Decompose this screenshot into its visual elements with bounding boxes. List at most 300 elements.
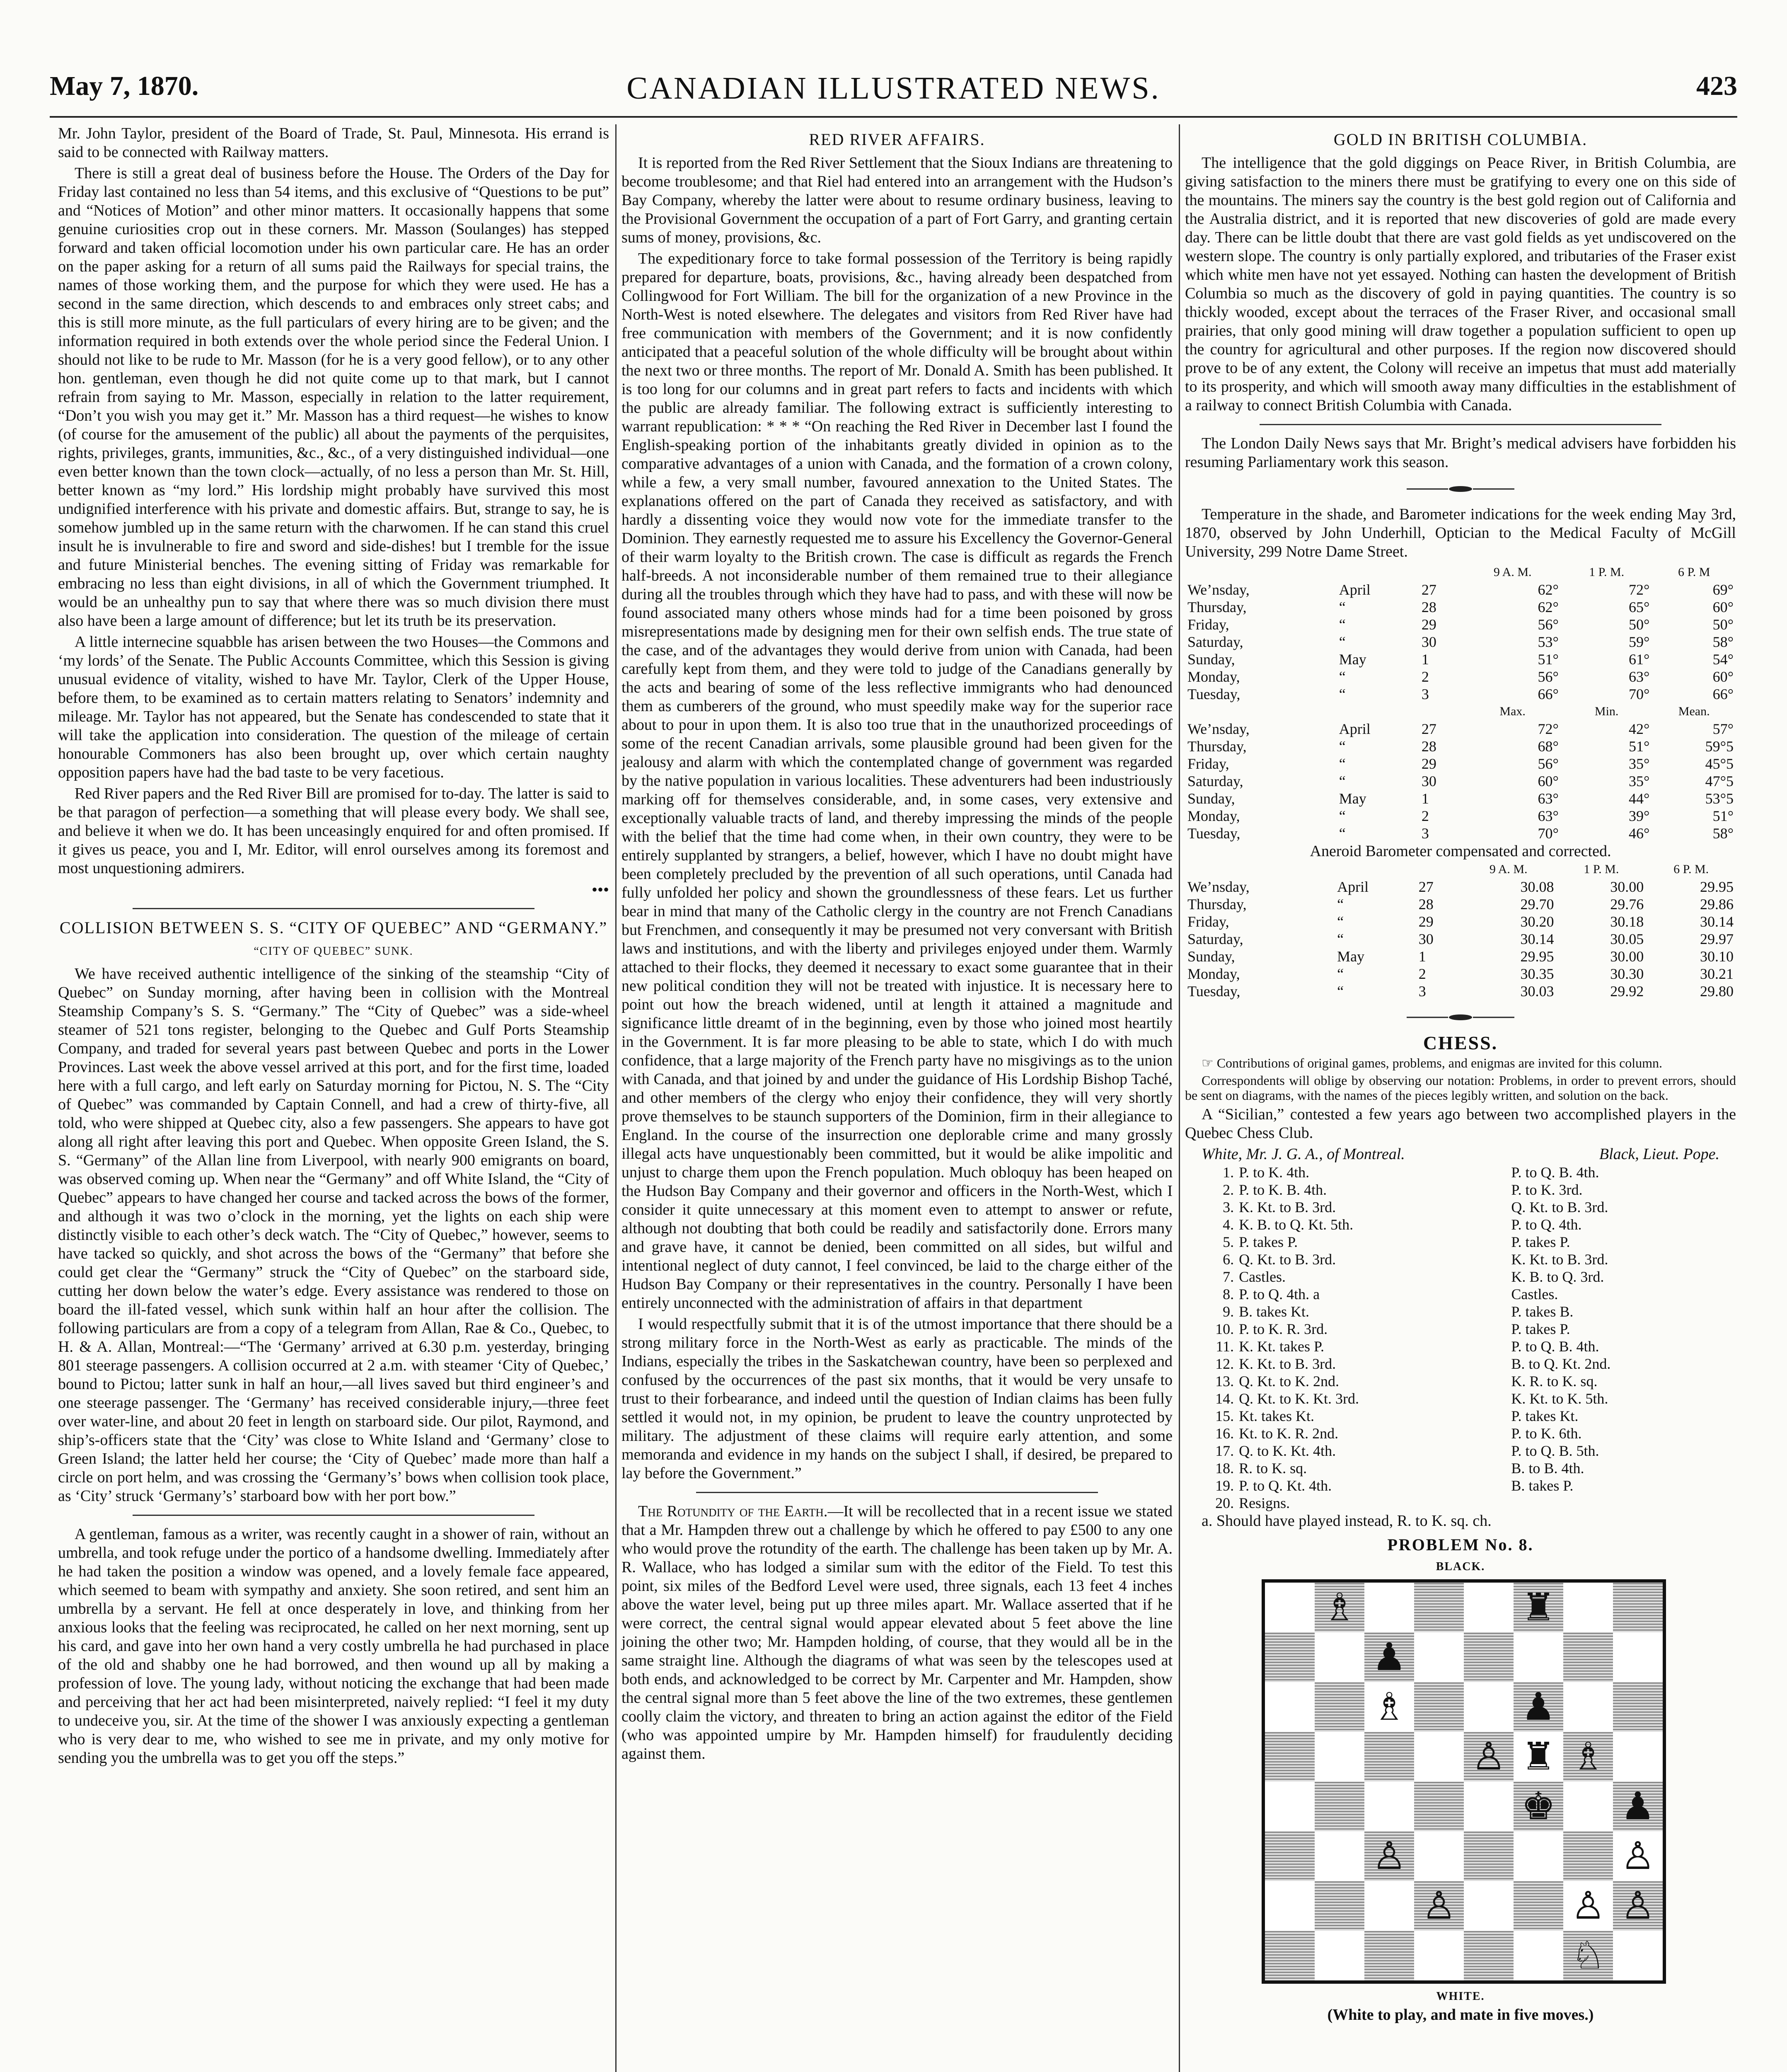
board-square <box>1315 1632 1364 1682</box>
move-row <box>1185 1372 1736 1390</box>
table-cell: “ <box>1337 983 1344 1000</box>
paragraph: A “Sicilian,” contested a few years ago between two accomplished players in the Quebec Chess Club. <box>1185 1106 1736 1142</box>
black-move: P. to Q. B. 5th. <box>1511 1443 1599 1459</box>
article-headline: GOLD IN BRITISH COLUMBIA. <box>1333 130 1588 149</box>
table-cell: Saturday, <box>1187 773 1243 789</box>
table-cell: 30 <box>1421 773 1436 789</box>
black-move: P. to K. 6th. <box>1511 1425 1582 1442</box>
white-move: Kt. takes Kt. <box>1239 1408 1315 1424</box>
table-cell: 1 <box>1421 790 1429 807</box>
table-cell: 60° <box>1538 773 1559 789</box>
column-divider <box>1179 124 1180 2072</box>
move-number: 15. <box>1215 1408 1234 1424</box>
table-cell: 44° <box>1629 790 1650 807</box>
paragraph: Mr. John Taylor, president of the Board of Trade, St. Paul, Minnesota. His errand is said to be connected with Railway matters. <box>58 125 609 161</box>
column-header: Min. <box>1594 704 1619 718</box>
move-number: 19. <box>1215 1477 1234 1494</box>
table-cell: 57° <box>1712 721 1734 737</box>
white-move: P. takes P. <box>1239 1234 1298 1250</box>
white-move: K. B. to Q. Kt. 5th. <box>1239 1216 1354 1233</box>
chess-board <box>1262 1579 1666 1984</box>
rotundity-body: —It will be recollected that in a recent issue we stated that a Mr. Hampden threw out a challenge by which he offered to pay £500 to any one who would prove the rotundity of the earth. The challenge has been taken up by Mr. A. R. Wallace, who has lodged a similar sum with the editor of the Field. To test this point, six miles of the Bedford Level were used, three signals, each 13 feet 4 inches above the water level, being put up three miles apart. Mr. Wallace asserted that if he were correct, the central signal would appear elevated about 5 feet above the line joining the other two; Mr. Hampden holding, of course, that they would all be in the same straight line. Although the diagrams of what was seen by the telescopes used at both ends, and acknowledged to be correct by Mr. Carpenter and Mr. Hampden, show the central signal more than 5 feet above the line of the two extremes, these gentlemen coolly claim the victory, and threaten to bring an action against the editor of the Field (who was appointed umpire by Mr. Hampden himself) for fraudulently deciding against them. <box>621 1503 1173 1762</box>
table-cell: “ <box>1339 668 1346 685</box>
article-subhead: “CITY OF QUEBEC” SUNK. <box>254 945 414 958</box>
table-cell: Monday, <box>1187 668 1240 685</box>
chess-note-text: Contributions of original games, problems, and enigmas are invited for this column. <box>1216 1055 1663 1070</box>
board-square <box>1315 1931 1364 1980</box>
white-move: P. to K. B. 4th. <box>1239 1181 1327 1198</box>
move-number: 8. <box>1223 1286 1234 1302</box>
table-cell: 29 <box>1418 913 1434 930</box>
black-move: P. takes B. <box>1511 1303 1574 1320</box>
table-cell: Thursday, <box>1187 599 1247 615</box>
table-cell: Friday, <box>1187 913 1229 930</box>
board-square <box>1464 1732 1514 1782</box>
move-number: 5. <box>1223 1234 1234 1250</box>
table-cell: 47°5 <box>1705 773 1734 789</box>
white-move: P. to Q. 4th. a <box>1239 1286 1320 1302</box>
move-number: 3. <box>1223 1199 1234 1215</box>
rotundity-head: The Rotundity of the Earth. <box>638 1503 828 1520</box>
table-cell: Friday, <box>1187 755 1229 772</box>
move-row <box>1185 1425 1736 1442</box>
table-cell: 30.00 <box>1610 879 1644 895</box>
white-move: P. to K. R. 3rd. <box>1239 1321 1328 1337</box>
board-square <box>1364 1782 1414 1831</box>
white-move: Resigns. <box>1239 1495 1290 1511</box>
table-cell: 30.10 <box>1700 948 1734 965</box>
table-cell: 29 <box>1421 616 1436 633</box>
table-cell: 29.86 <box>1700 896 1734 913</box>
board-square <box>1514 1632 1563 1682</box>
board-square <box>1364 1732 1414 1782</box>
board-square <box>1464 1583 1514 1632</box>
move-row <box>1185 1285 1736 1303</box>
table-cell: April <box>1337 879 1369 895</box>
table-cell: 30.35 <box>1520 966 1554 982</box>
table-cell: 30.18 <box>1610 913 1644 930</box>
paragraph: A little internecine squabble has arisen between the two Houses—the Commons and ‘my lords’ of the Senate. The Public Accounts Committee, which this Session is giving unusual evidence of vitality, wished to have Mr. Taylor, Clerk of the Upper House, before them, to be examined as to certain matters relating to Senators’ indemnity and mileage. Mr. Taylor has not appeared, but the Senate has condescended to state that it will take the application into consideration. The question of the mileage of certain honourable Commoners has also been brought up, over which certain naughty opposition papers have had the bad taste to be very facetious. <box>58 633 609 781</box>
table-cell: “ <box>1339 738 1346 755</box>
barometer-table <box>1185 861 1736 1000</box>
section-separator <box>1260 424 1661 425</box>
table-cell: “ <box>1339 825 1346 842</box>
move-number: 7. <box>1223 1268 1234 1285</box>
section-separator <box>133 908 534 909</box>
temperature-table <box>1185 564 1736 842</box>
white-bishop-icon: ♗ <box>1322 1585 1357 1629</box>
table-cell: 51° <box>1712 808 1734 824</box>
white-move: Kt. to K. R. 2nd. <box>1239 1425 1339 1442</box>
move-row <box>1185 1320 1736 1338</box>
move-number: 6. <box>1223 1251 1234 1268</box>
page-number: 423 <box>1696 71 1737 101</box>
table-row <box>1185 772 1736 790</box>
board-square <box>1613 1732 1663 1782</box>
table-cell: 56° <box>1538 755 1559 772</box>
table-cell: 72° <box>1538 721 1559 737</box>
table-row <box>1185 651 1736 668</box>
table-cell: “ <box>1337 966 1344 982</box>
table-cell: 29.95 <box>1700 879 1734 895</box>
table-cell: 54° <box>1712 651 1734 668</box>
black-rook-icon: ♜ <box>1521 1585 1556 1629</box>
table-cell: 27 <box>1418 879 1434 895</box>
table-cell: April <box>1339 581 1371 598</box>
column-header: 6 P. M. <box>1673 862 1709 876</box>
table-cell: 28 <box>1418 896 1434 913</box>
board-square <box>1265 1732 1315 1782</box>
table-row <box>1185 685 1736 703</box>
white-move: K. Kt. takes P. <box>1239 1338 1325 1355</box>
paragraph: A gentleman, famous as a writer, was recently caught in a shower of rain, without an umbrella, and took refuge under the portico of a handsome dwelling. Immediately after he had taken the position a window was opened, and a lovely female face appeared, which seemed to beam with sympathy and anxiety. She soon retired, and sent him an umbrella by a servant. He fell at once desperately in love, and thinking from her anxious looks that the feeling was reciprocated, he called on her next morning, sent up his card, and gave into her own hand a very costly umbrella he had purchased in place of the old and shabby one he had borrowed, and then wound up all by making a profession of love. The young lady, without noticing the exchange that had been made and perceiving that her act had been misinterpreted, naively replied: “I feel it my duty to undeceive you, sir. At the time of the shower I was anxiously expecting a gentleman who is very dear to me, who wished to see me in private, and my only motive for sending you the umbrella was to get you off the steps.” <box>58 1525 609 1767</box>
table-cell: 29.70 <box>1520 896 1554 913</box>
paragraph: The intelligence that the gold diggings on Peace River, in British Columbia, are giving satisfaction to the miners there must be gratifying to every one on this side of the mountains. The miners say the country is the best gold region out of California and the Australia district, and it is reported that new discoveries of gold are made every day. There can be little doubt that there are vast gold fields as yet undiscovered on the western slope. The country is only partially explored, and tributaries of the Fraser exist which white men have not yet essayed. Nothing can hasten the development of British Columbia so much as the discovery of gold in paying quantities. The country is so thickly wooded, except about the terraces of the Fraser River, and occasional small prairies, that only good mining will draw together a population sufficient to open up the country for agricultural and other purposes. If the region now discovered should prove to be of any extent, the Colony will receive an impetus that must add materially to its prosperity, and which will smooth away many difficulties in the establishment of a railway to connect British Columbia with Canada. <box>1185 154 1736 414</box>
table-cell: 30.14 <box>1520 931 1554 947</box>
table-cell: 59°5 <box>1705 738 1734 755</box>
white-pawn-icon: ♙ <box>1571 1883 1606 1928</box>
white-move: B. takes Kt. <box>1239 1303 1310 1320</box>
table-row <box>1185 930 1736 948</box>
table-cell: 29.92 <box>1610 983 1644 1000</box>
paragraph: The expeditionary force to take formal possession of the Territory is being rapidly prepared for departure, boats, provisions, &c., having already been despatched from Collingwood for Fort William. The bill for the organization of a new Province in the North-West is noted elsewhere. The delegates and visitors from Red River have had free communication with members of the Government; and it is now confidently anticipated that a peaceful solution of the whole difficulty will be brought about within the next two or three months. The report of Mr. Donald A. Smith has been published. It is too long for our columns and in great part refers to facts and incidents with which the public are already familiar. The following extract is sufficiently interesting to warrant republication: * * * “On reaching the Red River in December last I found the English-speaking portion of the inhabitants greatly divided in opinion as to the comparative advantages of a union with Canada, and the formation of a crown colony, while a few, a very small number, favoured annexation to the United States. The explanations offered on the part of Canada they received as satisfactory, and with hardly a dissenting voice they would now vote for the immediate transfer to the Dominion. They earnestly requested me to assure his Excellency the Governor-General of their warm loyalty to the British crown. The case is difficult as regards the French half-breeds. A not inconsiderable number of them remained true to their allegiance during all the troubles through which they have had to pass, and with these will now be found associated many others whose minds had for a time been poisoned by gross misrepresentations made by designing men for their own selfish ends. The true state of the case, and of the advantages they would derive from union with Canada, had been carefully kept from them, and they were told to judge of the Canadians generally by the acts and bearing of some of the less reflective immigrants who had denounced them as cumberers of the ground, who must speedily make way for the superior race about to pour in upon them. It is also too true that in the unauthorized proceedings of some of the recent Canadian arrivals, some plausible ground had been given for the jealousy and alarm with which the contemplated change of government was regarded by the native population in various localities. These adventurers had been industriously marking off for themselves considerable, and, in some cases, very extensive and exceptionally valuable tracts of land, and thereby impressing the minds of the people with the belief that the time had come when, in their own country, they were to be entirely supplanted by strangers, a belief, however, which I have no doubt might have been completely precluded by the prevention of all such operations, until Canada had fully unfolded her policy and shown the groundlessness of these fears. Let us further bear in mind that many of the Catholic clergy in the country are not French Canadians but Frenchmen, and consequently it may be presumed not very conversant with British laws and institutions, and with the liberty and privileges enjoyed under them. Warmly attached to their flocks, they deemed it necessary to exact some guarantee that in their new political condition they will not be treated with injustice. It is necessary here to point out how the breach widened, until at length it attained a magnitude and significance little dreamt of in the beginning, even by those who joined most heartily in the Government. It is far more pleasing to be able to state, which I do with much confidence, that a large majority of the French party have no misgivings as to the union with Canada, and that joined by and under the guidance of His Lordship Bishop Taché, and other members of the clergy who enjoy their confidence, they will very shortly prove themselves to be staunch supporters of the Dominion, firm in their allegiance to England. In the course of the insurrection one deplorable crime and many grossly illegal acts have unquestionably been committed, but it would be alike impolitic and unjust to charge them upon the French population. Much obloquy has been heaped on the Hudson Bay Company and their governor and officers in the North-West, which I consider it quite unnecessary at this moment even to attempt to answer or refute, although not doubting that both could be readily and satisfactorily done. Errors many and grave have, it cannot be denied, been committed on all sides, but wilful and intentional neglect of duty cannot, I feel convinced, be laid to the charge either of the Hudson Bay Company or their representatives in the country. Personally I have been entirely unconnected with the administration of affairs in that department <box>621 250 1173 1312</box>
board-square <box>1364 1632 1414 1682</box>
table-cell: “ <box>1337 913 1344 930</box>
paragraph: We have received authentic intelligence of the sinking of the steamship “City of Quebec” on Sunday morning, after having been in collision with the Montreal Steamship Company’s S. S. “Germany.” The “City of Quebec” was a side-wheel steamer of 521 tons register, belonging to the Quebec and Gulf Ports Steamship Company, and traded for several years past between Quebec and ports in the Lower Provinces. Last week the above vessel arrived at this port, and for the first time, loaded here with a full cargo, and left early on Saturday morning for Pictou, N. S. The “City of Quebec” was commanded by Captain Connell, and had a crew of thirty-five, all told, who were shipped at Quebec city, also a few passengers. She appears to have got along all right after leaving this port and Quebec. When opposite Green Island, the S. S. “Germany” of the Allan line from Liverpool, with nearly 900 emigrants on board, was observed coming up. When near the “Germany” and off White Island, the “City of Quebec” appears to have changed her course and tacked across the bows of the former, and although it was two o’clock in the morning, yet the lights on each ship were distinctly visible to each other’s deck watch. The “City of Quebec,” however, seems to have tacked so quickly, and shot across the bows of the “Germany” that before she could get clear the “Germany” struck the “City of Quebec” on the starboard side, cutting her down below the water’s edge. Every assistance was rendered to those on board the ill-fated vessel, which sunk within half an hour after the collision. The following particulars are from a copy of a telegram from Allan, Rae & Co., Quebec, to H. & A. Allan, Montreal:—“The ‘Germany’ arrived at 6.30 p.m. yesterday, bringing 801 steerage passengers. A collision occurred at 2 a.m. with steamer ‘City of Quebec,’ bound to Pictou; latter sunk in half an hour,—all lives saved but third engineer’s and one steerage passenger. The ‘Germany’ has received considerable injury,—three feet over water-line, and about 20 feet in length on starboard side. Our pilot, Raymond, and ship’s-officers state that the ‘City’ was close to White Island and ‘Germany’ close to Green Island; the latter held her course; the ‘City of Quebec’ made more than half a circle on port helm, and was crossing the ‘Germany’s’ bows when collision took place, as ‘City’ struck ‘Germany’s’ starboard bow with her port bow.” <box>58 965 609 1505</box>
move-number: 2. <box>1223 1181 1234 1198</box>
table-cell: 1 <box>1418 948 1426 965</box>
board-square <box>1613 1831 1663 1881</box>
black-move: K. Kt. to B. 3rd. <box>1511 1251 1608 1268</box>
move-row <box>1185 1216 1736 1233</box>
white-pawn-icon: ♙ <box>1620 1834 1655 1878</box>
board-square <box>1514 1831 1563 1881</box>
ornament-separator <box>1185 479 1736 498</box>
move-row <box>1185 1442 1736 1460</box>
chess-footnote: a. Should have played instead, R. to K. sq. ch. <box>1202 1512 1492 1530</box>
column-middle <box>621 124 1173 1766</box>
board-square <box>1414 1732 1464 1782</box>
table-cell: April <box>1339 721 1371 737</box>
table-cell: 63° <box>1629 668 1650 685</box>
black-move: P. to Q. B. 4th. <box>1511 1164 1599 1181</box>
black-move: P. takes Kt. <box>1511 1408 1579 1424</box>
board-square <box>1364 1682 1414 1732</box>
table-row <box>1185 913 1736 930</box>
board-square <box>1364 1931 1414 1980</box>
table-cell: 27 <box>1421 721 1436 737</box>
table-cell: Thursday, <box>1187 896 1247 913</box>
black-pawn-icon: ♟ <box>1620 1784 1655 1828</box>
board-square <box>1315 1732 1364 1782</box>
move-number: 16. <box>1215 1425 1234 1442</box>
table-row <box>1185 598 1736 616</box>
table-cell: Monday, <box>1187 966 1240 982</box>
white-move: P. to Q. Kt. 4th. <box>1239 1477 1332 1494</box>
table-row <box>1185 581 1736 598</box>
column-header: 1 P. M. <box>1584 862 1619 876</box>
table-cell: 69° <box>1712 581 1734 598</box>
paragraph <box>621 1502 1173 1763</box>
paragraph: Temperature in the shade, and Barometer indications for the week ending May 3rd, 1870, observed by John Underhill, Optician to the Medical Faculty of McGill University, 299 Notre Dame Street. <box>1185 506 1736 560</box>
board-square <box>1563 1632 1613 1682</box>
table-cell: 70° <box>1538 825 1559 842</box>
table-cell: 35° <box>1629 755 1650 772</box>
table-cell: 58° <box>1712 825 1734 842</box>
move-number: 14. <box>1215 1390 1234 1407</box>
table-cell: 29 <box>1421 755 1436 772</box>
table-cell: 3 <box>1421 686 1429 702</box>
white-pawn-icon: ♙ <box>1620 1883 1655 1928</box>
board-square <box>1265 1782 1315 1831</box>
move-row <box>1185 1268 1736 1285</box>
move-number: 11. <box>1216 1338 1234 1355</box>
table-cell: 70° <box>1629 686 1650 702</box>
board-square <box>1514 1782 1563 1831</box>
table-cell: “ <box>1337 931 1344 947</box>
table-row <box>1185 720 1736 738</box>
article-headline: COLLISION BETWEEN S. S. “CITY OF QUEBEC” AND “GERMANY.” <box>59 918 608 937</box>
table-cell: 51° <box>1538 651 1559 668</box>
table-row <box>1185 755 1736 772</box>
table-cell: 72° <box>1629 581 1650 598</box>
black-move: K. Kt. to K. 5th. <box>1511 1390 1608 1407</box>
table-row <box>1185 790 1736 807</box>
board-square <box>1414 1682 1464 1732</box>
column-left <box>58 124 609 1770</box>
table-cell: 42° <box>1629 721 1650 737</box>
board-square <box>1514 1881 1563 1931</box>
black-rook-icon: ♜ <box>1521 1734 1556 1779</box>
board-square <box>1364 1831 1414 1881</box>
table-row <box>1185 878 1736 896</box>
white-move: R. to K. sq. <box>1239 1460 1307 1477</box>
column-header: Max. <box>1499 704 1526 718</box>
move-number: 12. <box>1215 1356 1234 1372</box>
problem-caption: (White to play, and mate in five moves.) <box>1327 2006 1594 2024</box>
move-row <box>1185 1181 1736 1198</box>
board-square <box>1315 1881 1364 1931</box>
table-cell: 46° <box>1629 825 1650 842</box>
white-move: P. to K. 4th. <box>1239 1164 1310 1181</box>
section-mark: ••• <box>591 880 609 899</box>
move-number: 1. <box>1223 1164 1234 1181</box>
board-square <box>1364 1881 1414 1931</box>
table-cell: 60° <box>1712 599 1734 615</box>
table-cell: 68° <box>1538 738 1559 755</box>
table-cell: 56° <box>1538 668 1559 685</box>
black-move: P. to Q. B. 4th. <box>1511 1338 1599 1355</box>
table-cell: 2 <box>1418 966 1426 982</box>
board-square <box>1265 1583 1315 1632</box>
move-row <box>1185 1390 1736 1407</box>
table-row <box>1185 616 1736 633</box>
table-cell: 30.30 <box>1610 966 1644 982</box>
table-cell: 27 <box>1421 581 1436 598</box>
board-square <box>1514 1682 1563 1732</box>
table-cell: “ <box>1339 634 1346 650</box>
table-cell: 66° <box>1712 686 1734 702</box>
board-square <box>1514 1931 1563 1980</box>
table-cell: Saturday, <box>1187 931 1243 947</box>
white-pawn-icon: ♙ <box>1471 1734 1506 1779</box>
problem-title: PROBLEM No. 8. <box>1387 1535 1534 1554</box>
move-row <box>1185 1164 1736 1181</box>
board-square <box>1613 1632 1663 1682</box>
table-cell: “ <box>1339 599 1346 615</box>
table-cell: Tuesday, <box>1187 686 1241 702</box>
table-cell: 30 <box>1421 634 1436 650</box>
table-cell: Monday, <box>1187 808 1240 824</box>
black-move: P. takes P. <box>1511 1321 1570 1337</box>
table-row <box>1185 807 1736 825</box>
table-cell: 62° <box>1538 599 1559 615</box>
table-cell: 1 <box>1421 651 1429 668</box>
board-square <box>1265 1831 1315 1881</box>
table-row <box>1185 668 1736 685</box>
table-cell: May <box>1337 948 1365 965</box>
white-move: K. Kt. to B. 3rd. <box>1239 1356 1336 1372</box>
board-square <box>1563 1682 1613 1732</box>
table-row <box>1185 825 1736 842</box>
board-square <box>1265 1881 1315 1931</box>
table-cell: 30.14 <box>1700 913 1734 930</box>
board-square <box>1613 1881 1663 1931</box>
black-move: P. to K. 3rd. <box>1511 1181 1583 1198</box>
table-cell: 30.03 <box>1520 983 1554 1000</box>
table-cell: 62° <box>1538 581 1559 598</box>
black-move: B. to B. 4th. <box>1511 1460 1584 1477</box>
black-label: BLACK. <box>1436 1560 1485 1573</box>
board-square <box>1414 1831 1464 1881</box>
black-move <box>1509 1494 1736 1512</box>
white-knight-icon: ♘ <box>1571 1933 1606 1978</box>
black-move: B. takes P. <box>1511 1477 1574 1494</box>
board-square <box>1265 1931 1315 1980</box>
pointing-hand-icon: ☞ <box>1202 1055 1217 1070</box>
column-header: 9 A. M. <box>1493 565 1532 579</box>
table-cell: 61° <box>1629 651 1650 668</box>
table-cell: 30 <box>1418 931 1434 947</box>
table-cell: Sunday, <box>1187 790 1235 807</box>
table-cell: 30.08 <box>1520 879 1554 895</box>
table-cell: 60° <box>1712 668 1734 685</box>
table-row <box>1185 965 1736 983</box>
table-cell: 50° <box>1712 616 1734 633</box>
board-square <box>1315 1682 1364 1732</box>
white-move: Q. Kt. to B. 3rd. <box>1239 1251 1336 1268</box>
board-square <box>1563 1583 1613 1632</box>
table-cell: 51° <box>1629 738 1650 755</box>
move-number: 20. <box>1215 1495 1234 1511</box>
paragraph: There is still a great deal of business before the House. The Orders of the Day for Friday last contained no less than 54 items, and this exclusive of “Questions to be put” and “Notices of Motion” and other minor matters. It occasionally happens that some genuine curiosities crop out in these corners. Mr. Masson (Soulanges) has stepped forward and taken official locomotion under his own particular care. He has an order on the paper asking for a return of all sums paid the Railways for special trains, the names of those working them, and the purpose for which they were used. He has a second in the same direction, which descends to and embraces only street cabs; and this is still more minute, as the full particulars of every hiring are to be given; and the information required in both extends over the whole period since the Federal Union. I should not like to be rude to Mr. Masson (for he is a very good fellow), or to any other hon. gentleman, even though he did not quite come up to that mark, but I cannot refrain from saying to Mr. Masson, especially in relation to the latter requirement, “Don’t you wish you may get it.” Mr. Masson has a third request—he wishes to know (of course for the amusement of the public) all about the payments of the perquisites, rights, privileges, grants, immunities, &c., &c., of a very distinguished individual—one even better known than the town clock—actually, of no less a person than Mr. St. Hill, better known as “my lord.” His lordship might probably have survived this most undignified interference with his private and domestic affairs. But, strange to say, he is somehow jumbled up in the same return with the charwomen. If he can stand this cruel insult he is invulnerable to fire and sword and side-dishes! but I tremble for the issue and future Ministerial benches. The evening sitting of Friday was remarkable for embracing no less than eight divisions, in all of which the Government triumphed. It would be an unhealthy pun to say that where there was so much division there must also have been a large amount of difference; but let its truth be its preservation. <box>58 165 609 629</box>
move-number: 13. <box>1215 1373 1234 1389</box>
column-right <box>1185 124 1736 2024</box>
board-square <box>1414 1583 1464 1632</box>
table-cell: We’nsday, <box>1187 721 1250 737</box>
section-separator <box>133 1515 534 1516</box>
board-square <box>1364 1583 1414 1632</box>
board-square <box>1315 1583 1364 1632</box>
newspaper-title: CANADIAN ILLUSTRATED NEWS. <box>626 71 1161 106</box>
table-cell: 30.00 <box>1610 948 1644 965</box>
table-cell: 3 <box>1421 825 1429 842</box>
barometer-title: Aneroid Barometer compensated and corrected. <box>1310 842 1611 860</box>
move-row <box>1185 1303 1736 1320</box>
table-cell: 3 <box>1418 983 1426 1000</box>
table-cell: 30.05 <box>1610 931 1644 947</box>
table-cell: We’nsday, <box>1187 879 1250 895</box>
board-square <box>1613 1782 1663 1831</box>
black-move: K. B. to Q. 3rd. <box>1511 1268 1604 1285</box>
column-header: 1 P. M. <box>1589 565 1625 579</box>
table-row <box>1185 948 1736 965</box>
table-cell: May <box>1339 651 1366 668</box>
board-square <box>1514 1583 1563 1632</box>
ornament-icon <box>1407 485 1514 493</box>
move-number: 4. <box>1223 1216 1234 1233</box>
white-pawn-icon: ♙ <box>1422 1883 1456 1928</box>
table-row <box>1185 633 1736 651</box>
table-cell: 30.20 <box>1520 913 1554 930</box>
table-cell: 2 <box>1421 668 1429 685</box>
column-header: 6 P. M <box>1678 565 1710 579</box>
table-cell: 66° <box>1538 686 1559 702</box>
ornament-separator <box>1185 1007 1736 1026</box>
ornament-icon <box>1407 1013 1514 1021</box>
article-headline: RED RIVER AFFAIRS. <box>809 130 985 149</box>
table-cell: 39° <box>1629 808 1650 824</box>
table-cell: 53°5 <box>1705 790 1734 807</box>
chess-note: Correspondents will oblige by observing our notation: Problems, in order to prevent errors, should be sent on diagrams, with the names of the pieces legibly written, and solution on the back. <box>1185 1073 1736 1103</box>
board-square <box>1315 1782 1364 1831</box>
white-pawn-icon: ♙ <box>1372 1834 1407 1878</box>
table-cell: Sunday, <box>1187 948 1235 965</box>
board-square <box>1464 1632 1514 1682</box>
column-header: 9 A. M. <box>1489 862 1528 876</box>
white-label: WHITE. <box>1436 1990 1485 2003</box>
board-square <box>1613 1682 1663 1732</box>
table-cell: “ <box>1337 896 1344 913</box>
board-square <box>1414 1632 1464 1682</box>
table-cell: 50° <box>1629 616 1650 633</box>
table-cell: 28 <box>1421 738 1436 755</box>
board-square <box>1464 1682 1514 1732</box>
black-move: Castles. <box>1511 1286 1558 1302</box>
table-cell: Friday, <box>1187 616 1229 633</box>
white-bishop-icon: ♗ <box>1372 1685 1407 1729</box>
black-pawn-icon: ♟ <box>1521 1685 1556 1729</box>
players-line <box>1185 1145 1736 1164</box>
table-cell: “ <box>1339 686 1346 702</box>
white-move: Castles. <box>1239 1268 1286 1285</box>
paragraph: It is reported from the Red River Settlement that the Sioux Indians are threatening to become troublesome; and that Riel had entered into an arrangement with the Hudson’s Bay Company, whereby the latter were about to resume ordinary business, leaving to the Provisional Government the occupation of a part of Fort Garry, and granting certain sums of money, provisions, &c. <box>621 154 1173 246</box>
black-move: B. to Q. Kt. 2nd. <box>1511 1356 1611 1372</box>
table-cell: 2 <box>1421 808 1429 824</box>
black-player: Black, Lieut. Pope. <box>1599 1145 1719 1163</box>
board-square <box>1464 1831 1514 1881</box>
board-square <box>1563 1782 1613 1831</box>
board-square <box>1514 1732 1563 1782</box>
paragraph: Red River papers and the Red River Bill are promised for to-day. The latter is said to be that paragon of perfection—a something that will please every body. We shall see, and believe it when we do. It has been unceasingly enquired for and often promised. If it gives us peace, you and I, Mr. Editor, will enrol ourselves among its foremost and most unquestioning admirers. <box>58 785 609 877</box>
table-cell: 59° <box>1629 634 1650 650</box>
table-cell: Tuesday, <box>1187 983 1241 1000</box>
table-cell: Tuesday, <box>1187 825 1241 842</box>
issue-date: May 7, 1870. <box>50 71 199 101</box>
paragraph: The London Daily News says that Mr. Bright’s medical advisers have forbidden his resuming Parliamentary work this season. <box>1185 435 1736 471</box>
chess-moves-table <box>1185 1164 1736 1512</box>
white-bishop-icon: ♗ <box>1571 1734 1606 1779</box>
